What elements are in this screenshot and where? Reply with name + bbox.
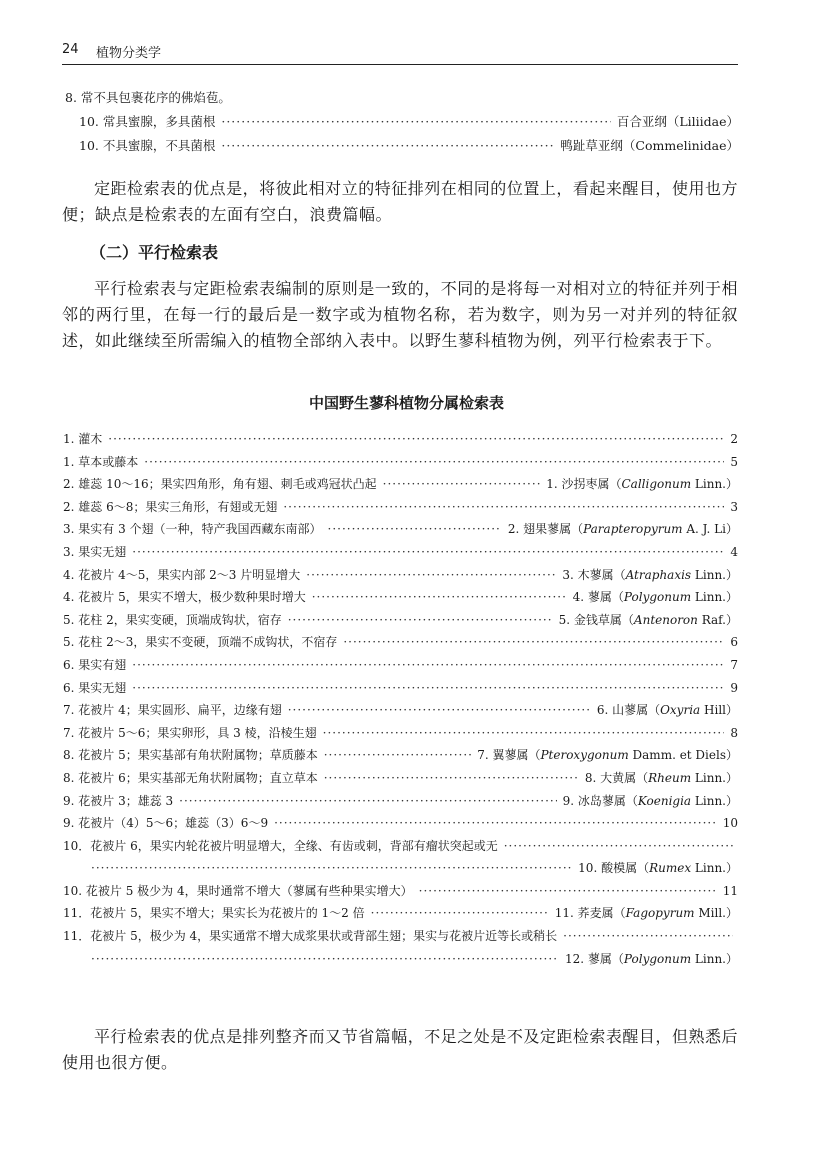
genus-latin-name: Calligonum	[621, 477, 692, 492]
leader-dots	[504, 835, 733, 858]
leader-dots	[132, 541, 724, 564]
target-label: 11. 荞麦属（	[554, 906, 626, 921]
book-title: 植物分类学	[96, 46, 162, 61]
key-target	[565, 948, 739, 971]
target-label: 11	[722, 883, 738, 898]
key-text: 5. 花柱 2～3，果实不变硬，顶端不成钩状，不宿存	[63, 635, 338, 650]
key-target	[723, 880, 739, 903]
key-text: 8. 花被片 6；果实基部无角状附属物；直立草本	[63, 770, 318, 785]
leader-dots	[91, 857, 572, 880]
leader-dots	[563, 925, 733, 948]
genus-latin-name: Parapteropyrum	[583, 522, 683, 537]
key-target	[559, 609, 739, 632]
key-target	[730, 541, 739, 564]
target-label: 10	[722, 816, 738, 831]
key-row	[63, 812, 739, 835]
key-text: 7. 花被片 4；果实圆形、扁平，边缘有翅	[63, 703, 282, 718]
key-text: 10. 花被片 5 极少为 4，果时通常不增大（蓼属有些种果实增大）	[63, 883, 413, 898]
key-row	[63, 677, 739, 700]
leader-dots	[132, 677, 724, 700]
key-row	[63, 857, 739, 880]
key-row	[63, 767, 739, 790]
key-target	[563, 790, 739, 813]
leader-dots	[324, 744, 471, 767]
key-text: 10．花被片 6，果实内轮花被片明显增大，全缘、有齿或刺，背部有瘤状突起或无	[63, 838, 498, 853]
key-row	[63, 586, 739, 609]
genus-latin-name: Atraphaxis	[625, 567, 692, 582]
genus-authority: Linn.）	[691, 861, 738, 876]
key-row	[63, 902, 739, 925]
genus-authority: Linn.）	[691, 590, 738, 605]
genus-authority: Linn.）	[691, 477, 738, 492]
key-target	[730, 496, 739, 519]
key-text: 4. 花被片 5，果实不增大，极少数种果时增大	[63, 590, 306, 605]
key-row	[63, 564, 739, 587]
key-row	[63, 473, 739, 496]
leader-dots	[306, 564, 556, 587]
key-target	[730, 428, 739, 451]
leader-dots	[371, 902, 549, 925]
leader-dots	[419, 880, 717, 903]
target-label: 1. 沙拐枣属（	[546, 477, 622, 492]
genus-authority: Raf.）	[697, 612, 738, 627]
key-target	[730, 654, 739, 677]
target-label: 5. 金钱草属（	[558, 612, 634, 627]
key-text: 10. 常具蜜腺，多具菌根	[79, 114, 216, 129]
page-number: 24	[62, 42, 79, 57]
key-row	[63, 518, 739, 541]
key-text: 6. 果实无翅	[63, 680, 127, 695]
genus-latin-name: Fagopyrum	[625, 906, 695, 921]
key-row	[63, 835, 739, 858]
key-text: 9. 花被片 3；雄蕊 3	[63, 793, 174, 808]
target-label: 9. 冰岛蓼属（	[562, 793, 638, 808]
key-text: 8. 花被片 5；果实基部有角状附属物；草质藤本	[63, 748, 318, 763]
key-row	[63, 925, 739, 948]
key-row	[63, 541, 739, 564]
key-row	[63, 451, 739, 474]
paragraph-parallel-key-intro: 平行检索表与定距检索表编制的原则是一致的，不同的是将每一对相对立的特征并列于相邻的两行里，在每一行的最后是一数字或为植物名称，若为数字，则为另一对并列的特征叙述，如此继续至所需编入的植物全部纳入表中。以野生蓼科植物为例，列平行检索表于下。	[62, 279, 738, 350]
key-text: 3. 果实无翅	[63, 544, 127, 559]
key-target	[730, 677, 739, 700]
key-text: 1. 草本或藤本	[63, 454, 139, 469]
leader-dots	[179, 790, 556, 813]
leader-dots	[324, 767, 579, 790]
key-row	[63, 722, 739, 745]
paragraph-parallel-key-merits: 平行检索表的优点是排列整齐而又节省篇幅，不足之处是不及定距检索表醒目，但熟悉后使用也很方便。	[62, 1027, 738, 1072]
key-target	[597, 699, 739, 722]
key-row	[63, 609, 739, 632]
target-label: 3	[730, 499, 738, 514]
previous-key-continuation	[65, 86, 739, 158]
key-text: 10. 不具蜜腺，不具菌根	[79, 138, 216, 153]
target-label: 3. 木蓼属（	[562, 567, 626, 582]
target-label: 12. 蓼属（	[565, 951, 624, 966]
target-label: 7	[730, 657, 738, 672]
key-row	[63, 744, 739, 767]
leader-dots	[383, 473, 541, 496]
leader-dots	[144, 451, 724, 474]
key-row	[65, 110, 739, 134]
genus-latin-name: Pteroxygonum	[540, 748, 629, 763]
leader-dots	[221, 110, 610, 134]
parallel-key-table	[63, 428, 739, 970]
genus-latin-name: Polygonum	[623, 590, 692, 605]
target-label: 8	[730, 725, 738, 740]
key-row	[65, 134, 739, 158]
genus-authority: Damm. et Diels）	[628, 748, 738, 763]
leader-dots	[283, 496, 724, 519]
key-row	[63, 428, 739, 451]
key-row	[63, 496, 739, 519]
key-row	[63, 631, 739, 654]
target-label: 8. 大黄属（	[584, 770, 649, 785]
key-text: 11．花被片 5，果实不增大；果实长为花被片的 1～2 倍	[63, 906, 365, 921]
target-label: 6	[730, 635, 738, 650]
key-text: 3. 果实有 3 个翅（一种，特产我国西藏东南部）	[63, 522, 322, 537]
leader-dots	[132, 654, 724, 677]
leader-dots	[343, 631, 724, 654]
target-label: 2. 翅果蓼属（	[507, 522, 584, 537]
key-row	[63, 790, 739, 813]
key-target	[562, 564, 739, 587]
target-label: 10. 酸模属（	[578, 861, 650, 876]
leader-dots	[274, 812, 717, 835]
key-target	[573, 586, 739, 609]
key-target	[578, 857, 739, 880]
target-label: 5	[730, 454, 738, 469]
genus-latin-name: Koenigia	[637, 793, 692, 808]
paragraph-fixed-key-merits: 定距检索表的优点是，将彼此相对立的特征排列在相同的位置上，看起来醒目，使用也方便；缺点是检索表的左面有空白，浪费篇幅。	[62, 179, 738, 224]
key-text: 1. 灌木	[63, 432, 103, 446]
genus-authority: Linn.）	[691, 951, 738, 966]
key-target	[508, 518, 739, 541]
target-label: 4	[730, 544, 738, 559]
page-header	[62, 40, 738, 65]
key-target: 鸭趾草亚纲（Commelinidae）	[560, 138, 739, 153]
key-text: 9. 花被片（4）5～6；雄蕊（3）6～9	[63, 816, 269, 831]
leader-dots	[91, 948, 559, 971]
leader-dots	[108, 428, 724, 451]
genus-latin-name: Oxyria	[660, 703, 701, 718]
key-parent-line: 8. 常不具包裹花序的佛焰苞。	[65, 90, 231, 105]
genus-latin-name: Rheum	[648, 770, 692, 785]
target-label: 6. 山蓼属（	[596, 703, 661, 718]
key-text: 5. 花柱 2，果实变硬，顶端成钩状，宿存	[63, 612, 282, 627]
key-row	[63, 880, 739, 903]
genus-latin-name: Polygonum	[623, 951, 692, 966]
target-label: 9	[730, 680, 738, 695]
key-target: 百合亚纲（Liliidae）	[616, 114, 739, 129]
genus-authority: Mill.）	[694, 906, 738, 921]
genus-authority: Linn.）	[691, 567, 738, 582]
key-target	[730, 631, 739, 654]
genus-authority: Hill）	[700, 703, 738, 718]
key-target	[730, 722, 739, 745]
genus-authority: Linn.）	[691, 770, 738, 785]
key-target	[477, 744, 739, 767]
leader-dots	[328, 518, 502, 541]
leader-dots	[312, 586, 567, 609]
genus-latin-name: Rumex	[649, 861, 692, 876]
key-target	[585, 767, 739, 790]
key-row	[63, 654, 739, 677]
leader-dots	[288, 699, 591, 722]
key-text: 2. 雄蕊 6～8；果实三角形，有翅或无翅	[63, 499, 278, 514]
target-label: 7. 翼蓼属（	[477, 748, 541, 763]
genus-authority: A. J. Li）	[682, 522, 738, 537]
key-text: 11．花被片 5，极少为 4，果实通常不增大成浆果状或背部生翅；果实与花被片近等长或稍长	[63, 929, 558, 944]
target-label: 2	[730, 432, 738, 446]
key-target	[555, 902, 739, 925]
leader-dots	[323, 722, 725, 745]
key-text: 6. 果实有翅	[63, 657, 127, 672]
key-row	[63, 699, 739, 722]
key-text: 7. 花被片 5～6；果实卵形，具 3 棱，沿棱生翅	[63, 725, 317, 740]
leader-dots	[221, 134, 554, 158]
genus-authority: Linn.）	[691, 793, 738, 808]
key-target	[730, 451, 739, 474]
genus-latin-name: Antenoron	[633, 612, 698, 627]
leader-dots	[288, 609, 553, 632]
target-label: 4. 蓼属（	[572, 590, 624, 605]
table-title: 中国野生蓼科植物分属检索表	[308, 394, 504, 412]
key-text: 2. 雄蕊 10～16；果实四角形，角有翅、刺毛或鸡冠状凸起	[63, 477, 377, 492]
key-target	[723, 812, 739, 835]
key-text: 4. 花被片 4～5，果实内部 2～3 片明显增大	[63, 567, 301, 582]
key-target	[546, 473, 739, 496]
section-heading: （二）平行检索表	[90, 243, 219, 262]
key-row	[63, 948, 739, 971]
